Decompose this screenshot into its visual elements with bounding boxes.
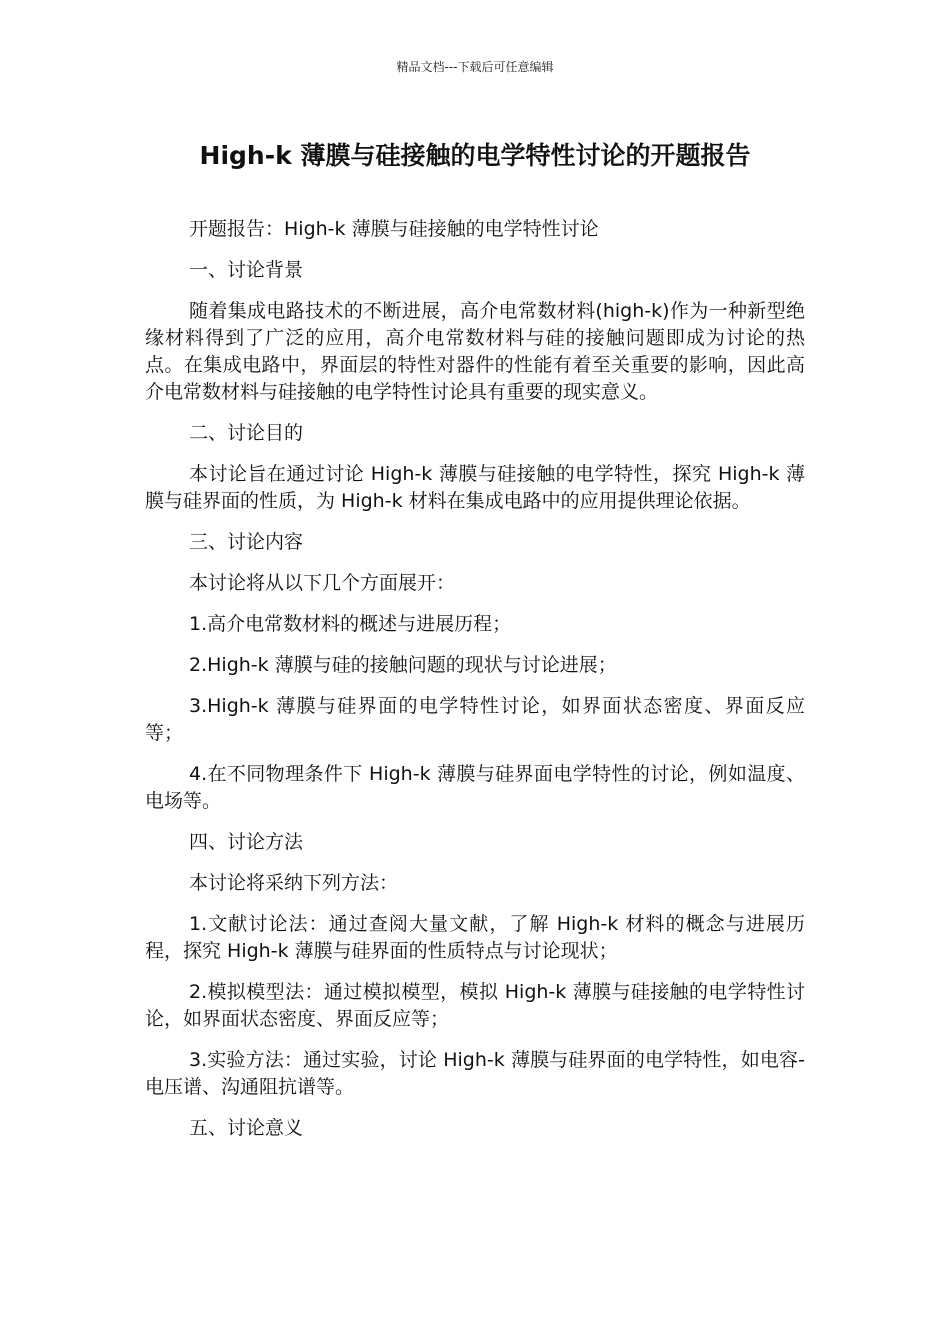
list-item-content-4: 4.在不同物理条件下 High-k 薄膜与硅界面电学特性的讨论，例如温度、电场等。 — [145, 763, 805, 812]
list-item-content-3: 3.High-k 薄膜与硅界面的电学特性讨论，如界面状态密度、界面反应等； — [145, 695, 805, 744]
list-item-method-2: 2.模拟模型法：通过模拟模型，模拟 High-k 薄膜与硅接触的电学特性讨论，如界面状态密度、界面反应等； — [145, 981, 805, 1030]
section-heading-purpose: 二、讨论目的 — [189, 422, 304, 444]
section-heading-methods: 四、讨论方法 — [189, 831, 304, 853]
paragraph-background: 随着集成电路技术的不断进展，高介电常数材料(high-k)作为一种新型绝缘材料得到了广泛的应用，高介电常数材料与硅的接触问题即成为讨论的热点。在集成电路中，界面层的特性对器件的性能有着至关重要的影响，因此高介电常数材料与硅接触的电学特性讨论具有重要的现实意义。 — [145, 300, 805, 403]
section-heading-significance: 五、讨论意义 — [189, 1117, 304, 1139]
paragraph-content-intro: 本讨论将从以下几个方面展开： — [189, 572, 456, 594]
document-title: High-k 薄膜与硅接触的电学特性讨论的开题报告 — [199, 141, 751, 170]
paragraph-purpose: 本讨论旨在通过讨论 High-k 薄膜与硅接触的电学特性，探究 High-k 薄膜与硅界面的性质，为 High-k 材料在集成电路中的应用提供理论依据。 — [145, 463, 805, 512]
section-heading-background: 一、讨论背景 — [189, 259, 304, 281]
document-body — [145, 216, 805, 1156]
list-item-method-1: 1.文献讨论法：通过查阅大量文献，了解 High-k 材料的概念与进展历程，探究 High-k 薄膜与硅界面的性质特点与讨论现状； — [145, 913, 805, 962]
report-subtitle: 开题报告：High-k 薄膜与硅接触的电学特性讨论 — [189, 218, 599, 240]
page-header: 精品文档---下载后可任意编辑 — [396, 60, 554, 74]
list-item-method-3: 3.实验方法：通过实验，讨论 High-k 薄膜与硅界面的电学特性，如电容-电压谱、沟通阻抗谱等。 — [145, 1049, 805, 1098]
list-item-content-1: 1.高介电常数材料的概述与进展历程； — [189, 613, 512, 635]
section-heading-content: 三、讨论内容 — [189, 531, 304, 553]
list-item-content-2: 2.High-k 薄膜与硅的接触问题的现状与讨论进展； — [189, 654, 617, 676]
paragraph-methods-intro: 本讨论将采纳下列方法： — [189, 872, 399, 894]
